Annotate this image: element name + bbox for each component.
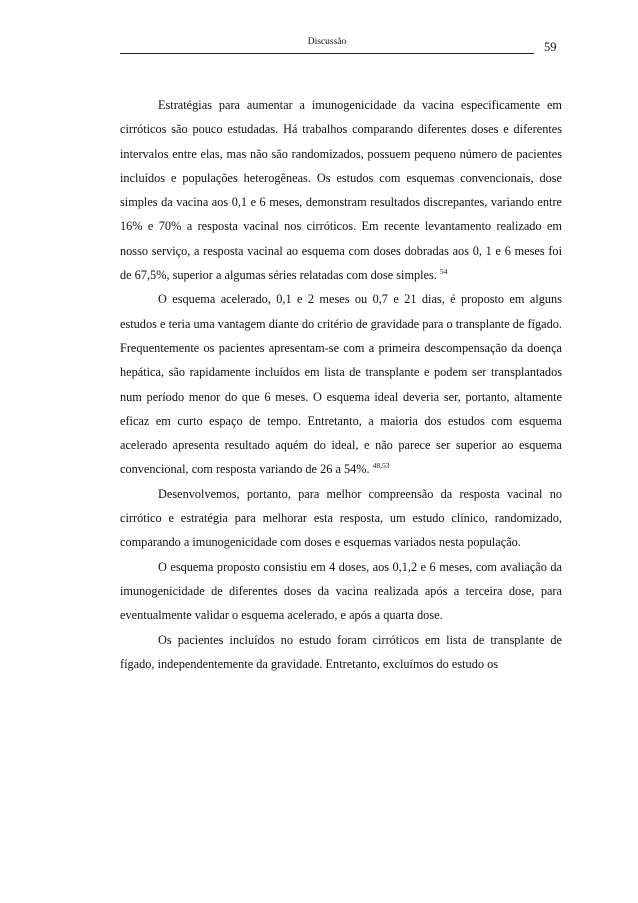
- page-header: [120, 36, 534, 54]
- citation-reference: 48,53: [372, 461, 390, 471]
- paragraph: [120, 93, 562, 287]
- paragraph-text: O esquema proposto consistiu em 4 doses, aos 0,1,2 e 6 meses, com avaliação da imunogenicidade de diferentes doses da vacina realizada após a terceira dose, para eventualmente validar o esquema acelerado, e após a quarta dose.: [120, 559, 562, 623]
- paragraph-text: O esquema acelerado, 0,1 e 2 meses ou 0,7 e 21 dias, é proposto em alguns estudos e teria uma vantagem diante do critério de gravidade para o transplante de fígado. Frequentemente os pacientes apresentam-se com a primeira descompensação da doença hepática, são rapidamente incluídos em lista de transplante e podem ser transplantados num período menor do que 6 meses. O esquema ideal deveria ser, portanto, altamente eficaz em curto espaço de tempo. Entretanto, a maioria dos estudos com esquema acelerado apresenta resultado aquém do ideal, e não parece ser superior ao esquema convencional, com resposta variando de 26 a 54%.: [120, 292, 562, 477]
- citation-reference: 54: [439, 267, 448, 277]
- paragraph: [120, 628, 562, 677]
- header-title: Discussão: [307, 37, 347, 47]
- paragraph-text: Estratégias para aumentar a imunogenicidade da vacina especificamente em cirróticos são pouco estudadas. Há trabalhos comparando diferentes doses e diferentes intervalos entre elas, mas não são randomizados, possuem pequeno número de pacientes incluídos e populações heterogêneas. Os estudos com esquemas convencionais, dose simples da vacina aos 0,1 e 6 meses, demonstram resultados discrepantes, variando entre 16% e 70% a resposta vacinal nos cirróticos. Em recente levantamento realizado em nosso serviço, a resposta vacinal ao esquema com doses dobradas aos 0, 1 e 6 meses foi de 67,5%, superior a algumas séries relatadas com dose simples.: [120, 98, 562, 283]
- paragraph: [120, 287, 562, 481]
- body-text: [120, 93, 562, 676]
- paragraph: [120, 482, 562, 555]
- page-number: 59: [544, 40, 557, 54]
- paragraph: [120, 555, 562, 628]
- paragraph-text: Desenvolvemos, portanto, para melhor compreensão da resposta vacinal no cirrótico e estratégia para melhorar esta resposta, um estudo clínico, randomizado, comparando a imunogenicidade com doses e esquemas variados nesta população.: [120, 486, 562, 550]
- paragraph-text: Os pacientes incluídos no estudo foram cirróticos em lista de transplante de fígado, independentemente da gravidade. Entretanto, excluímos do estudo os: [120, 632, 562, 671]
